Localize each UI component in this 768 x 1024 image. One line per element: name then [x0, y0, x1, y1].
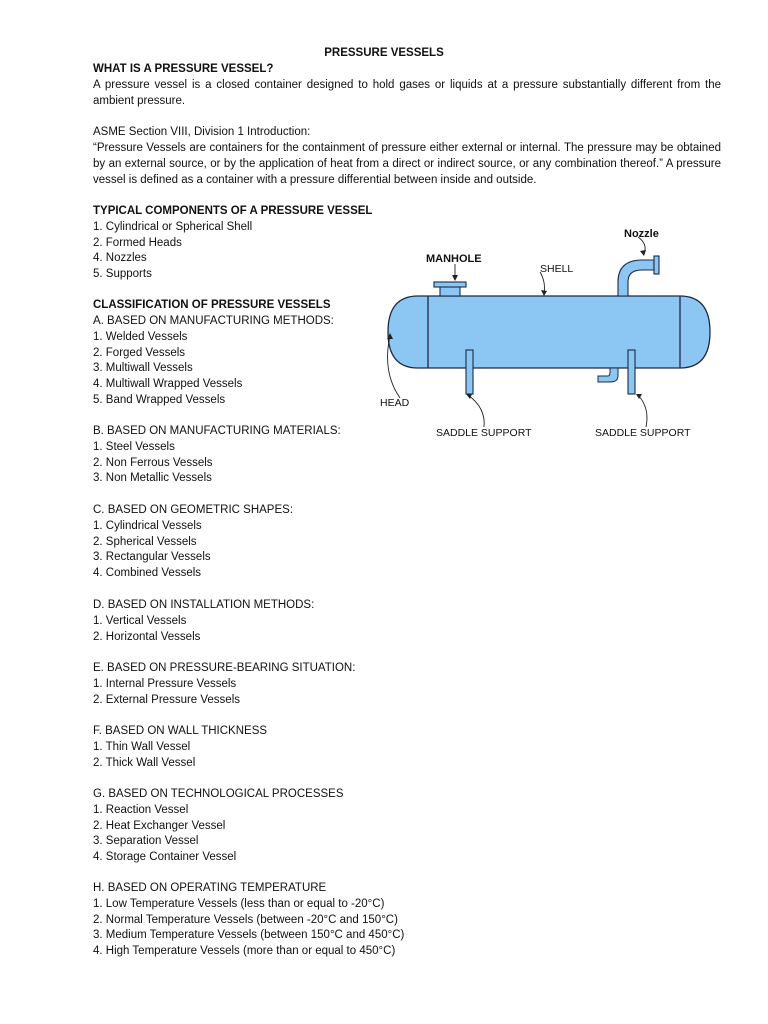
section-list	[93, 740, 267, 772]
what-heading: WHAT IS A PRESSURE VESSEL?	[93, 63, 274, 75]
list-item: 4. Multiwall Wrapped Vessels	[93, 378, 243, 391]
section-list	[93, 897, 404, 960]
list-item: 1. Cylindrical Vessels	[93, 519, 202, 532]
list-item: 2. Formed Heads	[93, 236, 182, 249]
classification-heading: CLASSIFICATION OF PRESSURE VESSELS	[93, 299, 331, 311]
list-item: 4. Combined Vessels	[93, 567, 202, 580]
list-item: 1. Low Temperature Vessels (less than or equal to -20°C)	[93, 897, 385, 910]
section-f	[93, 724, 267, 771]
list-item: 4. Storage Container Vessel	[93, 851, 237, 864]
list-item: 5. Supports	[93, 268, 152, 281]
list-item: 1. Welded Vessels	[93, 330, 188, 343]
section-e	[93, 661, 355, 708]
asme-paragraph: “Pressure Vessels are containers for the containment of pressure either external or internal. The pressure may be obtained by an external source, or by the application of heat from a direct or indirect source, or any combination thereof.” A pressure vessel is defined as a container with a pressure differential between inside and outside.	[93, 142, 721, 186]
section-a	[93, 314, 334, 409]
list-item: 1. Cylindrical or Spherical Shell	[93, 220, 253, 233]
section-d	[93, 598, 314, 645]
section-heading: E. BASED ON PRESSURE-BEARING SITUATION:	[93, 662, 356, 674]
list-item: 4. High Temperature Vessels (more than or equal to 450°C)	[93, 945, 396, 958]
head-label: HEAD	[380, 397, 410, 409]
section-heading: D. BASED ON INSTALLATION METHODS:	[93, 599, 315, 611]
list-item: 3. Multiwall Vessels	[93, 362, 193, 375]
components-section	[93, 204, 372, 283]
list-item: 2. Normal Temperature Vessels (between -20°C and 150°C)	[93, 913, 398, 926]
list-item: 1. Steel Vessels	[93, 440, 175, 453]
section-heading: A. BASED ON MANUFACTURING METHODS:	[93, 315, 334, 327]
section-b	[93, 424, 341, 487]
components-heading: TYPICAL COMPONENTS OF A PRESSURE VESSEL	[93, 205, 373, 217]
list-item: 2. Spherical Vessels	[93, 535, 197, 548]
list-item: 2. External Pressure Vessels	[93, 693, 241, 706]
section-list	[93, 330, 334, 409]
outlet-icon	[598, 368, 618, 382]
list-item: 1. Vertical Vessels	[93, 614, 187, 627]
list-item: 2. Heat Exchanger Vessel	[93, 819, 226, 832]
section-list	[93, 440, 341, 487]
asme-heading: ASME Section VIII, Division 1 Introduction:	[93, 126, 311, 138]
saddle-support-left-icon	[466, 350, 473, 394]
list-item: 3. Rectangular Vessels	[93, 551, 211, 564]
vessel-body	[388, 296, 710, 368]
page-title: PRESSURE VESSELS	[324, 47, 444, 59]
section-heading: G. BASED ON TECHNOLOGICAL PROCESSES	[93, 788, 344, 800]
section-heading: F. BASED ON WALL THICKNESS	[93, 725, 268, 737]
list-item: 5. Band Wrapped Vessels	[93, 393, 226, 406]
saddle-support-right-label: SADDLE SUPPORT	[595, 427, 691, 439]
section-list	[93, 519, 293, 582]
nozzle-label: Nozzle	[624, 228, 659, 240]
list-item: 3. Separation Vessel	[93, 835, 199, 848]
list-item: 1. Thin Wall Vessel	[93, 740, 191, 753]
section-heading: B. BASED ON MANUFACTURING MATERIALS:	[93, 425, 341, 437]
section-list	[93, 803, 344, 866]
list-item: 4. Nozzles	[93, 252, 147, 265]
list-item: 2. Thick Wall Vessel	[93, 756, 196, 769]
section-list	[93, 614, 314, 646]
section-heading: H. BASED ON OPERATING TEMPERATURE	[93, 882, 327, 894]
saddle-support-left-label: SADDLE SUPPORT	[436, 427, 532, 439]
saddle-support-right-icon	[628, 350, 635, 394]
shell-label: SHELL	[540, 263, 574, 275]
list-item: 3. Non Metallic Vessels	[93, 472, 212, 485]
list-item: 2. Forged Vessels	[93, 346, 186, 359]
pressure-vessel-diagram	[360, 222, 720, 444]
section-g	[93, 787, 344, 866]
section-heading: C. BASED ON GEOMETRIC SHAPES:	[93, 504, 294, 516]
list-item: 2. Horizontal Vessels	[93, 630, 201, 643]
nozzle-icon	[618, 256, 659, 296]
list-item: 2. Non Ferrous Vessels	[93, 456, 213, 469]
section-h	[93, 881, 404, 960]
section-list	[93, 677, 355, 709]
manhole-label: MANHOLE	[426, 253, 482, 265]
list-item: 3. Medium Temperature Vessels (between 150°C and 450°C)	[93, 929, 405, 942]
what-paragraph: A pressure vessel is a closed container designed to hold gases or liquids at a pressure substantially different from the ambient pressure.	[93, 79, 721, 107]
list-item: 1. Internal Pressure Vessels	[93, 677, 237, 690]
section-c	[93, 503, 293, 582]
list-item: 1. Reaction Vessel	[93, 803, 189, 816]
components-list	[93, 220, 372, 283]
manhole-icon	[434, 282, 466, 296]
